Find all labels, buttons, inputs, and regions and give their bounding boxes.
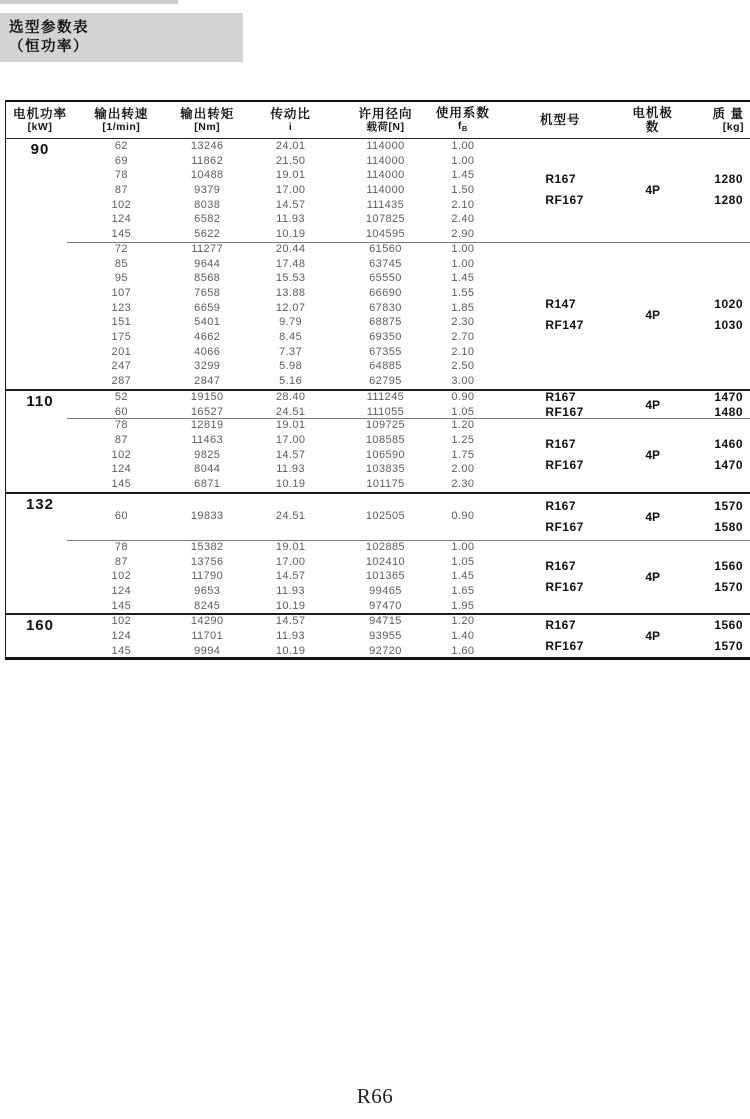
data-cell: 9825 — [194, 448, 221, 461]
selection-parameter-table — [5, 100, 750, 660]
poles-label: 4P — [645, 629, 660, 644]
data-cell: 1.00 — [451, 257, 475, 270]
data-cell: 13.88 — [275, 287, 306, 300]
model-cell — [490, 242, 630, 389]
data-cell: 2.90 — [451, 228, 475, 241]
data-column — [74, 391, 169, 418]
mass-cell — [675, 418, 750, 492]
model-label: RF167 — [545, 404, 584, 419]
data-cell: 145 — [111, 644, 132, 657]
table-block — [6, 242, 750, 389]
data-cell: 1.95 — [451, 599, 475, 612]
data-cell: 15382 — [190, 540, 224, 553]
model-cell — [490, 494, 630, 540]
column-header-output-speed: 输出转速 [1/min] — [94, 107, 149, 133]
table-block — [6, 389, 750, 418]
data-cell: 19150 — [190, 390, 224, 403]
power-label: 110 — [26, 392, 54, 410]
data-cell: 1.50 — [451, 184, 475, 197]
page-title-box — [0, 13, 243, 62]
column-header-output-torque: 输出转矩 [Nm] — [180, 107, 235, 133]
data-column — [169, 139, 246, 242]
data-column — [435, 242, 490, 389]
data-cell: 106590 — [365, 448, 406, 461]
data-cell: 11862 — [191, 154, 224, 167]
data-cell: 65550 — [369, 272, 402, 285]
page-number: R66 — [356, 1084, 394, 1108]
data-column — [336, 242, 436, 389]
mass-cell — [675, 242, 750, 389]
model-cell — [490, 540, 630, 614]
data-cell: 66690 — [369, 287, 402, 300]
power-column — [6, 242, 74, 389]
poles-label: 4P — [645, 183, 660, 198]
model-label: R147 — [545, 297, 576, 312]
model-label: R167 — [545, 618, 576, 633]
data-column — [435, 391, 490, 418]
data-cell: 1.05 — [451, 405, 475, 418]
data-cell: 14.57 — [275, 615, 306, 628]
data-cell: 60 — [114, 405, 128, 418]
data-column — [169, 418, 246, 492]
data-cell: 87 — [114, 434, 128, 446]
data-cell: 2.70 — [451, 331, 475, 344]
data-cell: 1.20 — [451, 615, 475, 628]
mass-cell — [675, 494, 750, 540]
data-cell: 11.93 — [276, 584, 305, 597]
data-cell: 24.51 — [275, 405, 306, 418]
data-cell: 2.10 — [451, 198, 475, 211]
data-cell: 52 — [114, 390, 128, 403]
power-label: 160 — [25, 617, 54, 635]
data-cell: 24.51 — [275, 510, 306, 523]
data-cell: 20.44 — [275, 242, 306, 255]
data-cell: 2847 — [194, 375, 221, 388]
data-cell: 11701 — [191, 629, 224, 642]
data-cell: 7658 — [194, 287, 221, 300]
data-cell: 61560 — [369, 242, 402, 255]
data-cell: 17.48 — [275, 257, 306, 270]
data-cell: 67355 — [369, 345, 402, 358]
data-cell: 17.00 — [275, 184, 306, 197]
data-cell: 1.00 — [451, 540, 475, 553]
data-column — [336, 139, 436, 242]
mass-value: 1470 — [714, 458, 744, 473]
table-body — [6, 139, 750, 657]
data-column — [435, 139, 490, 242]
data-column — [74, 615, 169, 657]
data-cell: 99465 — [369, 584, 402, 597]
column-header-mass: 质 量 [kg] — [712, 107, 744, 133]
mass-value: 1280 — [714, 172, 744, 187]
data-cell: 1.75 — [451, 448, 475, 461]
poles-cell — [630, 540, 675, 614]
data-cell: 9653 — [194, 584, 221, 597]
data-cell: 78 — [114, 419, 128, 432]
model-cell — [490, 139, 630, 242]
data-cell: 2.00 — [451, 463, 475, 476]
data-cell: 123 — [111, 301, 132, 314]
data-column — [246, 418, 336, 492]
data-cell: 5622 — [194, 228, 221, 241]
data-cell: 101365 — [365, 570, 406, 583]
data-cell: 1.00 — [451, 140, 475, 153]
data-cell: 2.30 — [451, 316, 475, 329]
poles-cell — [630, 494, 675, 540]
data-cell: 78 — [114, 169, 128, 182]
data-column — [435, 418, 490, 492]
data-column — [169, 615, 246, 657]
data-cell: 1.45 — [451, 169, 475, 182]
table-header-row — [6, 102, 750, 139]
data-cell: 11.93 — [276, 463, 305, 476]
data-cell: 4066 — [194, 345, 221, 358]
data-cell: 68875 — [369, 316, 402, 329]
data-column — [74, 139, 169, 242]
data-cell: 11790 — [191, 570, 224, 583]
data-column — [336, 540, 436, 614]
model-label: R167 — [545, 558, 576, 573]
data-cell: 1.25 — [451, 434, 475, 446]
data-cell: 1.45 — [451, 272, 475, 285]
model-label: RF147 — [545, 318, 584, 333]
page-title-line2: （恒功率） — [9, 39, 89, 55]
data-cell: 151 — [111, 316, 132, 329]
data-cell: 11.93 — [276, 629, 305, 642]
data-cell: 15.53 — [275, 272, 306, 285]
data-cell: 102 — [111, 448, 132, 461]
mass-value: 1460 — [714, 437, 744, 452]
mass-cell — [675, 615, 750, 657]
data-cell: 6659 — [194, 301, 221, 314]
data-cell: 0.90 — [451, 510, 475, 523]
data-column — [336, 494, 436, 540]
data-cell: 111245 — [366, 390, 405, 403]
data-cell: 4662 — [194, 331, 221, 344]
data-cell: 78 — [114, 540, 128, 553]
data-cell: 124 — [111, 213, 132, 226]
column-header-radial-load: 许用径向 载荷[N] — [358, 107, 413, 133]
data-cell: 102410 — [365, 555, 406, 568]
poles-cell — [630, 615, 675, 657]
data-cell: 107825 — [365, 213, 406, 226]
poles-label: 4P — [645, 448, 660, 463]
poles-cell — [630, 242, 675, 389]
model-label: RF167 — [545, 579, 584, 594]
data-cell: 5401 — [194, 316, 221, 329]
power-label: 132 — [25, 495, 54, 513]
data-cell: 14.57 — [275, 198, 306, 211]
power-column — [6, 494, 74, 540]
mass-value: 1480 — [714, 404, 744, 419]
data-column — [74, 242, 169, 389]
data-cell: 102 — [111, 615, 132, 628]
data-cell: 7.37 — [279, 345, 303, 358]
power-column — [6, 139, 74, 242]
data-cell: 111435 — [366, 198, 405, 211]
data-cell: 2.40 — [451, 213, 475, 226]
data-cell: 10.19 — [275, 228, 306, 241]
data-cell: 8568 — [194, 272, 221, 285]
column-header-service-factor: 使用系数 fB — [435, 105, 490, 133]
data-cell: 69350 — [369, 331, 402, 344]
data-cell: 16527 — [190, 405, 224, 418]
mass-value: 1580 — [714, 519, 744, 534]
data-cell: 19.01 — [275, 169, 306, 182]
data-cell: 14.57 — [275, 448, 306, 461]
model-cell — [490, 615, 630, 657]
data-cell: 62795 — [369, 375, 402, 388]
data-cell: 19.01 — [275, 419, 306, 432]
data-cell: 1.60 — [451, 644, 475, 657]
model-label: R167 — [545, 437, 576, 452]
data-cell: 13756 — [190, 555, 224, 568]
model-cell — [490, 391, 630, 418]
data-cell: 1.85 — [451, 301, 475, 314]
data-column — [74, 494, 169, 540]
data-column — [246, 242, 336, 389]
poles-label: 4P — [645, 308, 660, 323]
data-column — [246, 494, 336, 540]
mass-value: 1570 — [714, 579, 744, 594]
data-cell: 10.19 — [275, 644, 306, 657]
top-edge-strip — [0, 0, 178, 4]
data-cell: 11277 — [191, 242, 224, 255]
data-cell: 92720 — [369, 644, 402, 657]
data-cell: 6582 — [194, 213, 221, 226]
model-label: RF167 — [545, 519, 584, 534]
data-cell: 10.19 — [275, 599, 306, 612]
data-cell: 67830 — [369, 301, 402, 314]
data-cell: 87 — [114, 555, 128, 568]
data-cell: 104595 — [365, 228, 406, 241]
power-column — [6, 391, 74, 418]
data-column — [246, 391, 336, 418]
data-cell: 8038 — [194, 198, 221, 211]
data-cell: 8.45 — [279, 331, 303, 344]
data-cell: 64885 — [369, 360, 402, 373]
data-cell: 19833 — [190, 510, 224, 523]
mass-value: 1280 — [714, 193, 744, 208]
data-cell: 102 — [111, 570, 132, 583]
model-label: RF167 — [545, 193, 584, 208]
poles-cell — [630, 139, 675, 242]
data-cell: 28.40 — [275, 390, 306, 403]
column-header-motor-power: 电机功率 [kW] — [12, 107, 67, 133]
data-column — [246, 540, 336, 614]
data-cell: 63745 — [369, 257, 402, 270]
table-block — [6, 418, 750, 492]
data-cell: 24.01 — [275, 140, 306, 153]
poles-cell — [630, 391, 675, 418]
data-cell: 102505 — [365, 510, 406, 523]
data-cell: 13246 — [190, 140, 224, 153]
column-header-ratio: 传动比 i — [270, 107, 311, 133]
data-cell: 9994 — [194, 644, 221, 657]
data-cell: 108585 — [365, 434, 406, 446]
data-cell: 109725 — [365, 419, 406, 432]
data-cell: 114000 — [366, 154, 405, 167]
data-cell: 145 — [111, 228, 132, 241]
data-cell: 145 — [111, 599, 132, 612]
data-column — [169, 242, 246, 389]
data-cell: 12819 — [190, 419, 224, 432]
data-cell: 201 — [111, 345, 132, 358]
data-cell: 11.93 — [276, 213, 305, 226]
column-header-model: 机型号 — [539, 113, 581, 127]
data-cell: 11463 — [191, 434, 224, 446]
data-column — [435, 494, 490, 540]
data-cell: 107 — [111, 287, 132, 300]
data-column — [336, 391, 436, 418]
mass-value: 1030 — [714, 318, 744, 333]
data-cell: 9379 — [194, 184, 221, 197]
power-column — [6, 540, 74, 614]
data-cell: 124 — [111, 463, 132, 476]
data-cell: 10488 — [190, 169, 224, 182]
data-cell: 85 — [114, 257, 128, 270]
data-cell: 87 — [114, 184, 128, 197]
model-cell — [490, 418, 630, 492]
data-cell: 10.19 — [275, 478, 306, 491]
power-column — [6, 418, 74, 492]
data-cell: 175 — [111, 331, 132, 344]
mass-value: 1560 — [714, 558, 744, 573]
data-cell: 14290 — [190, 615, 224, 628]
data-cell: 1.40 — [451, 629, 475, 642]
data-cell: 1.55 — [451, 287, 475, 300]
data-cell: 102 — [111, 198, 132, 211]
page-title-line1: 选型参数表 — [9, 20, 89, 36]
poles-label: 4P — [645, 509, 660, 524]
data-cell: 145 — [111, 478, 132, 491]
data-cell: 8245 — [194, 599, 221, 612]
model-label: R167 — [545, 389, 576, 404]
data-cell: 3.00 — [451, 375, 475, 388]
data-cell: 17.00 — [275, 434, 306, 446]
data-cell: 60 — [114, 510, 128, 523]
data-cell: 2.50 — [451, 360, 475, 373]
data-cell: 21.50 — [275, 154, 306, 167]
data-cell: 2.10 — [451, 345, 475, 358]
data-cell: 97470 — [369, 599, 402, 612]
data-cell: 102885 — [365, 540, 406, 553]
column-header-motor-poles: 电机极数 — [632, 106, 673, 134]
data-cell: 1.00 — [451, 154, 475, 167]
mass-value: 1570 — [714, 639, 744, 654]
data-cell: 3299 — [194, 360, 221, 373]
data-column — [336, 418, 436, 492]
data-cell: 17.00 — [275, 555, 306, 568]
data-cell: 93955 — [369, 629, 402, 642]
data-cell: 0.90 — [451, 390, 475, 403]
mass-value: 1560 — [714, 618, 744, 633]
data-column — [169, 391, 246, 418]
data-cell: 103835 — [365, 463, 406, 476]
data-cell: 5.98 — [279, 360, 303, 373]
data-cell: 69 — [114, 154, 128, 167]
poles-cell — [630, 418, 675, 492]
data-cell: 1.00 — [451, 242, 475, 255]
table-block — [6, 540, 750, 614]
data-column — [169, 494, 246, 540]
data-cell: 287 — [111, 375, 132, 388]
data-column — [336, 615, 436, 657]
poles-label: 4P — [645, 397, 660, 412]
poles-label: 4P — [645, 569, 660, 584]
data-cell: 101175 — [366, 478, 405, 491]
mass-cell — [675, 540, 750, 614]
data-cell: 9644 — [194, 257, 221, 270]
model-label: R167 — [545, 498, 576, 513]
data-column — [169, 540, 246, 614]
model-label: RF167 — [545, 639, 584, 654]
data-column — [246, 139, 336, 242]
data-column — [435, 615, 490, 657]
power-label: 90 — [30, 141, 50, 158]
data-cell: 72 — [114, 242, 128, 255]
model-label: RF167 — [545, 458, 584, 473]
data-cell: 124 — [111, 584, 132, 597]
data-cell: 1.45 — [451, 570, 475, 583]
data-cell: 114000 — [366, 140, 405, 153]
data-column — [435, 540, 490, 614]
data-column — [246, 615, 336, 657]
data-cell: 114000 — [366, 169, 405, 182]
data-cell: 19.01 — [275, 540, 306, 553]
data-cell: 1.05 — [451, 555, 475, 568]
table-block — [6, 613, 750, 657]
mass-cell — [675, 139, 750, 242]
data-cell: 124 — [111, 629, 132, 642]
power-column — [6, 615, 74, 657]
data-cell: 1.20 — [451, 419, 475, 432]
data-cell: 247 — [111, 360, 132, 373]
data-cell: 5.16 — [279, 375, 303, 388]
data-cell: 9.79 — [279, 316, 303, 329]
mass-value: 1570 — [714, 498, 744, 513]
data-cell: 95 — [114, 272, 128, 285]
mass-cell — [675, 391, 750, 418]
data-cell: 8044 — [194, 463, 221, 476]
mass-value: 1020 — [714, 297, 744, 312]
data-cell: 12.07 — [275, 301, 306, 314]
data-cell: 6871 — [194, 478, 221, 491]
mass-value: 1470 — [714, 389, 744, 404]
data-cell: 62 — [114, 140, 128, 153]
data-cell: 14.57 — [275, 570, 306, 583]
model-label: R167 — [545, 172, 576, 187]
data-cell: 2.30 — [451, 478, 475, 491]
table-block — [6, 492, 750, 540]
table-block — [6, 139, 750, 242]
data-cell: 1.65 — [451, 584, 475, 597]
data-cell: 114000 — [366, 184, 405, 197]
data-cell: 94715 — [369, 615, 402, 628]
data-cell: 111055 — [366, 405, 405, 418]
data-column — [74, 418, 169, 492]
data-column — [74, 540, 169, 614]
